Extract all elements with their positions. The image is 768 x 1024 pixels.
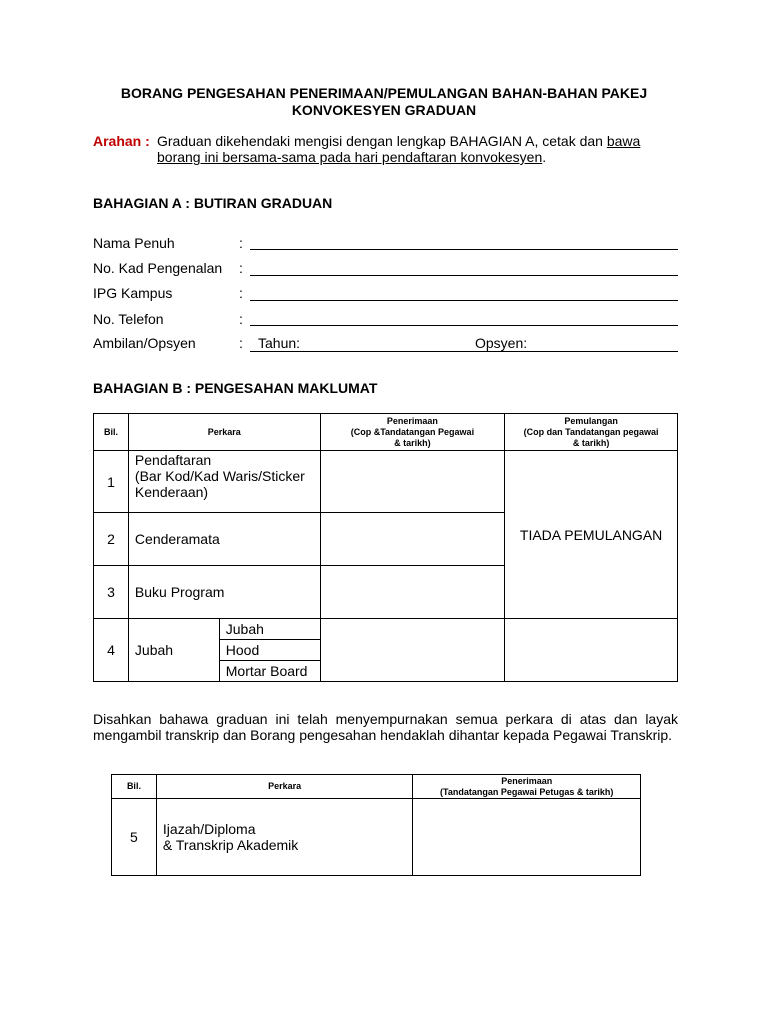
transkrip-table xyxy=(111,774,641,876)
pendaftaran-line1: Pendaftaran xyxy=(134,452,212,468)
opsyen-label: Opsyen: xyxy=(475,335,528,351)
field-line-kad-pengenalan[interactable] xyxy=(250,275,678,276)
field-label-telefon: No. Telefon xyxy=(93,311,164,327)
arahan-text-plain: Graduan dikehendaki mengisi dengan lengkap BAHAGIAN A, cetak dan xyxy=(157,133,607,149)
arahan-text-end: . xyxy=(542,149,547,165)
field-line-ambilan[interactable] xyxy=(250,351,678,352)
field-colon: : xyxy=(239,311,243,327)
header-perkara: Perkara xyxy=(156,775,413,799)
header-penerimaan-sub2: & tarikh) xyxy=(394,437,431,448)
table-row xyxy=(94,451,678,513)
field-colon: : xyxy=(239,260,243,276)
field-label-kad-pengenalan: No. Kad Pengenalan xyxy=(93,260,223,276)
field-label-ambilan: Ambilan/Opsyen xyxy=(93,335,196,351)
header-penerimaan-sub1: (Cop &Tandatangan Pegawai xyxy=(350,426,475,437)
row-bil: 5 xyxy=(112,799,157,876)
penerimaan-cell[interactable] xyxy=(320,451,505,513)
header-bil: Bil. xyxy=(112,775,157,799)
table-row xyxy=(112,799,641,876)
header-penerimaan xyxy=(413,775,641,799)
pendaftaran-line3: Kenderaan) xyxy=(134,484,209,500)
arahan-text-underlined: bawa borang ini bersama-sama pada hari pendaftaran konvokesyen xyxy=(157,133,641,165)
row-perkara-buku-program: Buku Program xyxy=(128,566,320,619)
row-bil: 1 xyxy=(94,451,129,513)
tiada-pemulangan-cell xyxy=(505,451,678,619)
ijazah-line2: & Transkrip Akademik xyxy=(162,837,299,853)
tiada-pemulangan-text: TIADA PEMULANGAN xyxy=(519,526,663,543)
form-title-line2: KONVOKESYEN GRADUAN xyxy=(291,102,477,118)
ijazah-line1: Ijazah/Diploma xyxy=(162,821,256,837)
header-perkara: Perkara xyxy=(128,414,320,451)
field-colon: : xyxy=(239,235,243,251)
confirmation-paragraph: Disahkan bahawa graduan ini telah menyempurnakan semua perkara di atas dan layak mengambil transkrip dan Borang pengesahan hendaklah dihantar kepada Pegawai Transkrip. xyxy=(93,711,678,743)
row-perkara-pendaftaran xyxy=(128,451,320,513)
field-line-nama[interactable] xyxy=(250,249,678,250)
bahagian-a-heading: BAHAGIAN A : BUTIRAN GRADUAN xyxy=(93,195,333,211)
arahan-label: Arahan : xyxy=(93,133,150,149)
row-bil: 2 xyxy=(94,513,129,566)
header-penerimaan-sub: (Tandatangan Pegawai Petugas & tarikh) xyxy=(440,786,614,797)
row-perkara-jubah: Jubah xyxy=(128,619,219,682)
row-perkara-ijazah xyxy=(156,799,413,876)
field-line-telefon[interactable] xyxy=(250,325,678,326)
header-penerimaan xyxy=(320,414,505,451)
pendaftaran-line2: (Bar Kod/Kad Waris/Sticker xyxy=(134,468,305,484)
bahagian-b-heading: BAHAGIAN B : PENGESAHAN MAKLUMAT xyxy=(93,380,378,396)
table-header-row xyxy=(94,414,678,451)
arahan-text xyxy=(157,133,677,165)
header-penerimaan-title: Penerimaan xyxy=(386,415,438,426)
penerimaan-cell[interactable] xyxy=(320,513,505,566)
field-label-nama: Nama Penuh xyxy=(93,235,175,251)
field-colon: : xyxy=(239,285,243,301)
field-colon: : xyxy=(239,335,243,351)
header-pemulangan-sub1: (Cop dan Tandatangan pegawai xyxy=(523,426,659,437)
penerimaan-cell[interactable] xyxy=(320,619,505,682)
sub-item-hood: Hood xyxy=(219,640,320,661)
tahun-label: Tahun: xyxy=(258,335,301,351)
field-line-ipg-kampus[interactable] xyxy=(250,300,678,301)
sub-item-mortar-board: Mortar Board xyxy=(219,661,320,682)
header-penerimaan-title: Penerimaan xyxy=(501,775,553,786)
penerimaan-cell[interactable] xyxy=(320,566,505,619)
pemulangan-cell[interactable] xyxy=(505,619,678,682)
row-perkara-cenderamata: Cenderamata xyxy=(128,513,320,566)
table-row xyxy=(94,619,678,640)
sub-item-jubah: Jubah xyxy=(219,619,320,640)
header-pemulangan-sub2: & tarikh) xyxy=(572,437,610,448)
header-pemulangan xyxy=(505,414,678,451)
pengesahan-table xyxy=(93,413,678,682)
field-label-ipg-kampus: IPG Kampus xyxy=(93,285,173,301)
table-header-row xyxy=(112,775,641,799)
penerimaan-cell[interactable] xyxy=(413,799,641,876)
header-bil: Bil. xyxy=(94,414,129,451)
row-bil: 4 xyxy=(94,619,129,682)
form-title-line1: BORANG PENGESAHAN PENERIMAAN/PEMULANGAN BAHAN-BAHAN PAKEJ xyxy=(120,85,648,101)
row-bil: 3 xyxy=(94,566,129,619)
header-pemulangan-title: Pemulangan xyxy=(564,415,618,426)
